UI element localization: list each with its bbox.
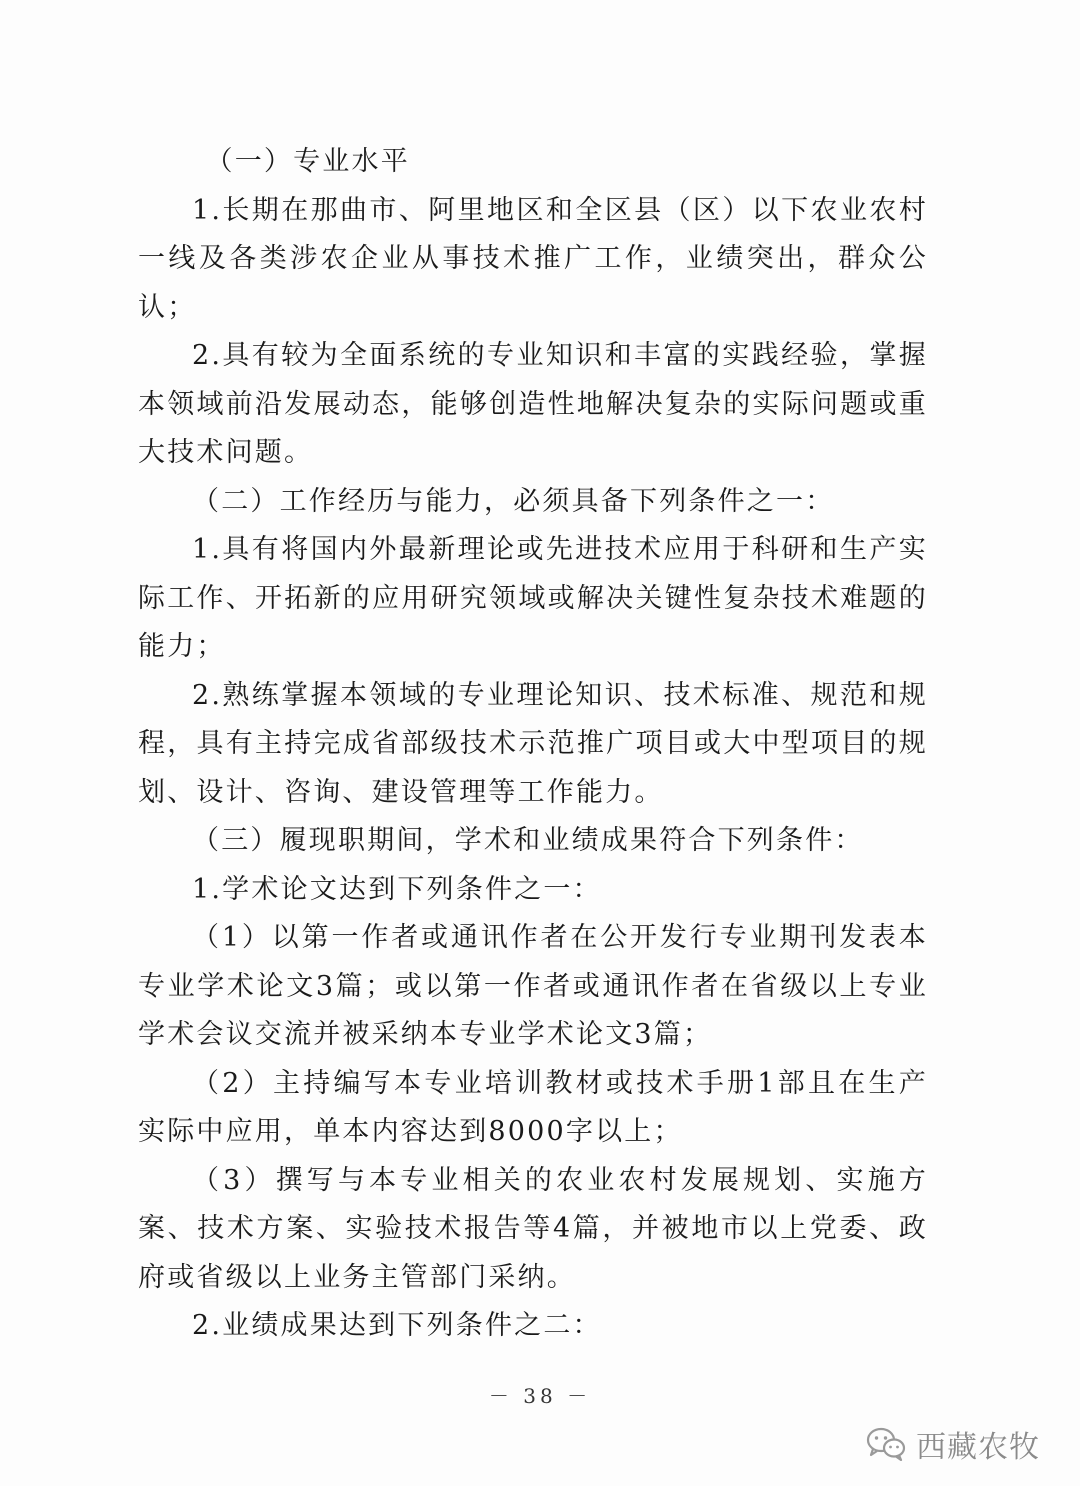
paragraph: 1.长期在那曲市、阿里地区和全区县（区）以下农业农村一线及各类涉农企业从事技术推广工作，业绩突出，群众公认； [138,194,928,323]
paragraph: （1）以第一作者或通讯作者在公开发行专业期刊发表本专业学术论文3篇；或以第一作者或通讯作者在省级以上专业学术会议交流并被采纳本专业学术论文3篇； [138,922,928,1050]
paragraph: 1.学术论文达到下列条件之一： [192,873,602,905]
paragraph: （2）主持编写本专业培训教材或技术手册1部且在生产实际中应用，单本内容达到8000字以上； [138,1067,928,1147]
watermark-text: 西藏农牧 [916,1430,1040,1465]
section-heading-work-experience: （二）工作经历与能力，必须具备下列条件之一： [192,485,835,517]
section-heading-achievements: （三）履现职期间，学术和业绩成果符合下列条件： [192,825,864,856]
section-heading-professional-level: （一）专业水平 [205,146,410,177]
paragraph: （3）撰写与本专业相关的农业农村发展规划、实施方案、技术方案、实验技术报告等4篇，并被地市以上党委、政府或省级以上业务主管部门采纳。 [138,1164,928,1293]
paragraph: 2.熟练掌握本领域的专业理论知识、技术标准、规范和规程，具有主持完成省部级技术示范推广项目或大中型项目的规划、设计、咨询、建设管理等工作能力。 [138,679,928,808]
watermark [866,1422,1040,1466]
paragraph: 2.具有较为全面系统的专业知识和丰富的实践经验，掌握本领域前沿发展动态，能够创造性地解决复杂的实际问题或重大技术问题。 [138,340,928,468]
page-number: － 38 － [488,1384,592,1408]
document-body [138,138,928,1351]
paragraph: 2.业绩成果达到下列条件之二： [192,1310,602,1341]
wechat-icon [866,1427,906,1461]
paragraph: 1.具有将国内外最新理论或先进技术应用于科研和生产实际工作、开拓新的应用研究领域或解决关键性复杂技术难题的能力； [138,534,928,662]
